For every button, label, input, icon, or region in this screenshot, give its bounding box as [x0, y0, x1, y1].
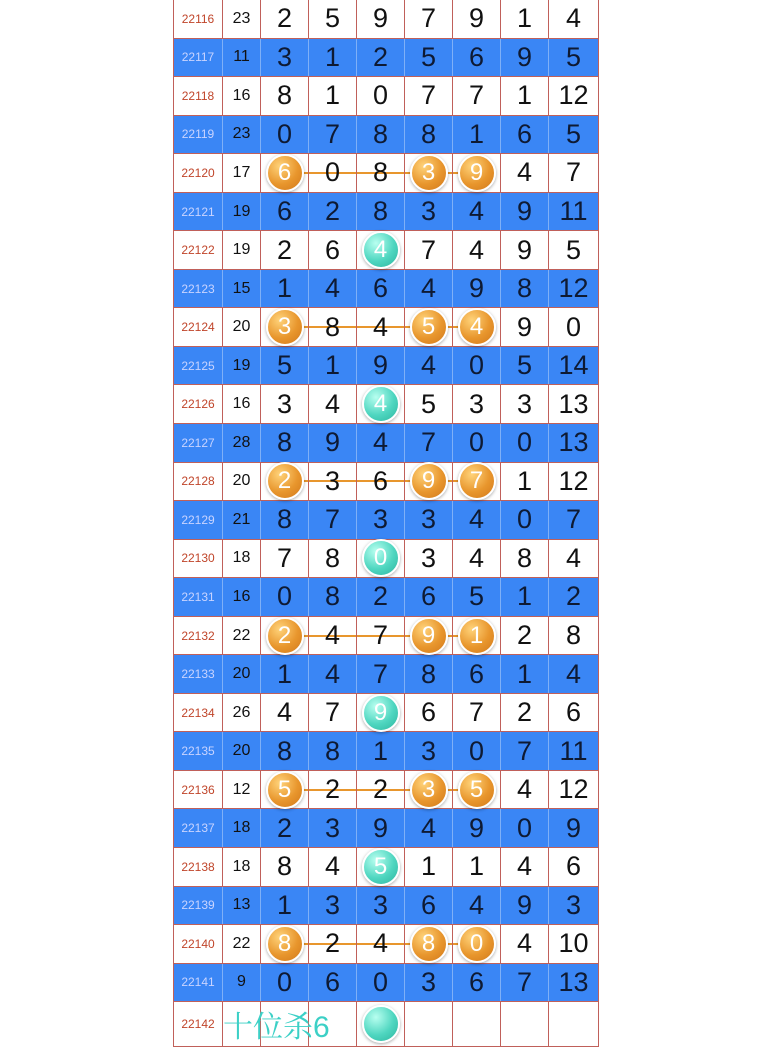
digit-cell: [261, 308, 309, 346]
digit-cell: 2: [501, 617, 549, 655]
digit-cell: [453, 617, 501, 655]
highlight-ball-orange: 0: [458, 925, 496, 963]
digit-cell: [357, 848, 405, 886]
digit-cell: 3: [357, 501, 405, 539]
digit-cell: 7: [405, 0, 453, 38]
issue-number: 22134: [174, 694, 223, 732]
digit-cell: 0: [357, 964, 405, 1002]
highlight-ball-orange: 9: [410, 462, 448, 500]
issue-number: 22132: [174, 617, 223, 655]
digit-cell: 9: [453, 809, 501, 847]
digit-cell: 0: [453, 424, 501, 462]
digit-cell: 0: [309, 154, 357, 192]
digit-cell: 12: [558, 273, 589, 304]
digit-cell: 6: [309, 964, 357, 1002]
digit-cell: 4: [501, 771, 549, 809]
highlight-ball-orange: 4: [458, 308, 496, 346]
sum-value: 20: [223, 732, 261, 770]
sum-value: 20: [223, 308, 261, 346]
digit-cell: 4: [357, 925, 405, 963]
issue-number: 22129: [174, 501, 223, 539]
digit-cell: 1: [405, 848, 453, 886]
issue-number: 22139: [174, 887, 223, 925]
digit-cell: 14: [558, 350, 589, 381]
issue-number: 22142: [174, 1002, 223, 1046]
digit-cell: [405, 308, 453, 346]
digit-cell: 2: [357, 578, 405, 616]
highlight-ball-orange: 5: [458, 771, 496, 809]
digit-cell: [357, 1002, 405, 1046]
highlight-ball-orange: 5: [266, 771, 304, 809]
sum-value: 19: [223, 193, 261, 231]
table-row: [174, 231, 598, 270]
digit-cell: 1: [261, 887, 309, 925]
sum-value: 26: [223, 694, 261, 732]
digit-cell: 3: [309, 887, 357, 925]
digit-cell: [357, 231, 405, 269]
digit-cell: 1: [309, 347, 357, 385]
digit-cell: 8: [357, 154, 405, 192]
table-row: [174, 501, 598, 540]
digit-cell: [549, 1002, 598, 1046]
digit-cell: 9: [453, 0, 501, 38]
digit-cell: 3: [261, 39, 309, 77]
digit-cell: 8: [501, 270, 549, 308]
table-row: [174, 116, 598, 155]
table-row: [174, 964, 598, 1003]
highlight-ball-teal: 4: [362, 385, 400, 423]
digit-cell: 3: [405, 540, 453, 578]
digit-cell: 2: [309, 925, 357, 963]
digit-cell: 8: [309, 732, 357, 770]
issue-number: 22138: [174, 848, 223, 886]
issue-number: 22121: [174, 193, 223, 231]
digit-cell: 2: [309, 771, 357, 809]
digit-cell: 13: [558, 427, 589, 458]
digit-cell: [453, 154, 501, 192]
digit-cell: 8: [405, 116, 453, 154]
highlight-ball-orange: 3: [410, 771, 448, 809]
digit-cell: 0: [453, 732, 501, 770]
table-row: [174, 154, 598, 193]
issue-number: 22136: [174, 771, 223, 809]
digit-cell: 12: [558, 774, 589, 805]
table-row: [174, 771, 598, 810]
highlight-ball-teal: 9: [362, 694, 400, 732]
lottery-history-table: [173, 0, 599, 1047]
digit-cell: 7: [405, 424, 453, 462]
digit-cell: 5: [405, 385, 453, 423]
digit-cell: [261, 154, 309, 192]
digit-cell: 3: [405, 193, 453, 231]
issue-number: 22125: [174, 347, 223, 385]
digit-cell: 7: [357, 655, 405, 693]
issue-number: 22133: [174, 655, 223, 693]
issue-number: 22117: [174, 39, 223, 77]
digit-cell: 7: [565, 504, 582, 535]
digit-cell: 3: [405, 501, 453, 539]
digit-cell: 1: [261, 655, 309, 693]
digit-cell: [405, 771, 453, 809]
digit-cell: 1: [501, 655, 549, 693]
digit-cell: 8: [357, 116, 405, 154]
digit-cell: 2: [261, 809, 309, 847]
digit-cell: 9: [501, 887, 549, 925]
table-row: [174, 193, 598, 232]
issue-number: 22126: [174, 385, 223, 423]
digit-cell: 2: [357, 771, 405, 809]
digit-cell: 2: [261, 231, 309, 269]
digit-cell: 4: [357, 424, 405, 462]
digit-cell: 0: [501, 501, 549, 539]
issue-number: 22131: [174, 578, 223, 616]
digit-cell: [405, 925, 453, 963]
digit-cell: 8: [261, 424, 309, 462]
digit-cell: 6: [565, 697, 582, 728]
digit-cell: 4: [309, 270, 357, 308]
digit-cell: 4: [565, 3, 582, 34]
sum-value: 16: [223, 385, 261, 423]
digit-cell: 7: [453, 694, 501, 732]
sum-value: 15: [223, 270, 261, 308]
table-row: [174, 424, 598, 463]
highlight-ball-orange: 9: [410, 617, 448, 655]
digit-cell: 8: [309, 578, 357, 616]
digit-cell: 7: [453, 77, 501, 115]
sum-value: 18: [223, 809, 261, 847]
highlight-ball-orange: 8: [266, 925, 304, 963]
digit-cell: 1: [357, 732, 405, 770]
digit-cell: 7: [309, 116, 357, 154]
digit-cell: 10: [558, 928, 589, 959]
issue-number: 22128: [174, 463, 223, 501]
highlight-ball-orange: 1: [458, 617, 496, 655]
digit-cell: 6: [357, 463, 405, 501]
digit-cell: 9: [357, 0, 405, 38]
digit-cell: 1: [309, 39, 357, 77]
issue-number: 22135: [174, 732, 223, 770]
digit-cell: 1: [501, 77, 549, 115]
digit-cell: 4: [357, 308, 405, 346]
digit-cell: 3: [309, 809, 357, 847]
digit-cell: 4: [405, 809, 453, 847]
digit-cell: 7: [501, 964, 549, 1002]
sum-value: 28: [223, 424, 261, 462]
sum-value: 22: [223, 925, 261, 963]
digit-cell: 8: [261, 732, 309, 770]
digit-cell: 4: [453, 193, 501, 231]
digit-cell: 2: [565, 581, 582, 612]
digit-cell: 12: [558, 80, 589, 111]
digit-cell: 2: [501, 694, 549, 732]
highlight-ball-orange: 2: [266, 462, 304, 500]
digit-cell: 7: [261, 540, 309, 578]
digit-cell: 3: [405, 964, 453, 1002]
issue-number: 22118: [174, 77, 223, 115]
table-row: [174, 308, 598, 347]
sum-value: 20: [223, 655, 261, 693]
digit-cell: 3: [261, 385, 309, 423]
digit-cell: [501, 1002, 549, 1046]
prediction-row: [174, 1002, 598, 1047]
digit-cell: 4: [309, 617, 357, 655]
highlight-ball-orange: 8: [410, 925, 448, 963]
highlight-ball-orange: 9: [458, 154, 496, 192]
digit-cell: 9: [501, 308, 549, 346]
digit-cell: 7: [405, 77, 453, 115]
sum-value: 11: [223, 39, 261, 77]
digit-cell: [453, 463, 501, 501]
highlight-ball-teal: 5: [362, 848, 400, 886]
highlight-ball-teal: 0: [362, 539, 400, 577]
digit-cell: [357, 540, 405, 578]
table-row: [174, 732, 598, 771]
sum-value: 12: [223, 771, 261, 809]
digit-cell: 1: [501, 578, 549, 616]
digit-cell: 9: [565, 812, 582, 843]
digit-cell: 9: [453, 270, 501, 308]
digit-cell: [405, 1002, 453, 1046]
digit-cell: 1: [453, 848, 501, 886]
digit-cell: 4: [309, 655, 357, 693]
digit-cell: 9: [501, 193, 549, 231]
digit-cell: 7: [309, 694, 357, 732]
issue-number: 22130: [174, 540, 223, 578]
digit-cell: 6: [501, 116, 549, 154]
digit-cell: 8: [501, 540, 549, 578]
highlight-ball-orange: 2: [266, 617, 304, 655]
sum-value: 19: [223, 347, 261, 385]
table-row: [174, 809, 598, 848]
digit-cell: 8: [357, 193, 405, 231]
digit-cell: 8: [261, 77, 309, 115]
highlight-ball-orange: 3: [266, 308, 304, 346]
table-row: [174, 848, 598, 887]
digit-cell: [261, 925, 309, 963]
digit-cell: 6: [453, 655, 501, 693]
digit-cell: [405, 617, 453, 655]
digit-cell: 2: [261, 0, 309, 38]
digit-cell: 12: [558, 465, 589, 496]
digit-cell: [357, 694, 405, 732]
digit-cell: [261, 771, 309, 809]
digit-cell: 0: [261, 964, 309, 1002]
digit-cell: 6: [453, 964, 501, 1002]
digit-cell: 7: [501, 732, 549, 770]
digit-cell: 4: [309, 848, 357, 886]
digit-cell: 13: [558, 388, 589, 419]
digit-cell: 7: [405, 231, 453, 269]
table-row: [174, 0, 598, 39]
sum-value: 19: [223, 231, 261, 269]
digit-cell: 1: [501, 0, 549, 38]
sum-value: 13: [223, 887, 261, 925]
digit-cell: [453, 771, 501, 809]
table-row: [174, 540, 598, 579]
digit-cell: 6: [405, 694, 453, 732]
table-row: [174, 270, 598, 309]
digit-cell: 1: [309, 77, 357, 115]
sum-value: 17: [223, 154, 261, 192]
kill-prediction-label: 十位杀6: [223, 1011, 330, 1045]
issue-number: 22122: [174, 231, 223, 269]
digit-cell: [453, 308, 501, 346]
table-row: [174, 463, 598, 502]
issue-number: 22120: [174, 154, 223, 192]
highlight-ball-orange: 3: [410, 154, 448, 192]
sum-value: 16: [223, 77, 261, 115]
sum-value: 23: [223, 0, 261, 38]
issue-number: 22116: [174, 0, 223, 38]
digit-cell: 5: [309, 0, 357, 38]
sum-value: 22: [223, 617, 261, 655]
digit-cell: [453, 925, 501, 963]
digit-cell: 5: [565, 234, 582, 265]
issue-number: 22141: [174, 964, 223, 1002]
highlight-ball-orange: 5: [410, 308, 448, 346]
digit-cell: 4: [309, 385, 357, 423]
digit-cell: 4: [565, 542, 582, 573]
issue-number: 22137: [174, 809, 223, 847]
highlight-ball-orange: 7: [458, 462, 496, 500]
table-row: [174, 694, 598, 733]
digit-cell: 5: [565, 41, 582, 72]
digit-cell: [405, 463, 453, 501]
digit-cell: 3: [309, 463, 357, 501]
table-row: [174, 39, 598, 78]
digit-cell: 2: [309, 193, 357, 231]
digit-cell: 7: [309, 501, 357, 539]
digit-cell: 4: [405, 347, 453, 385]
digit-cell: 8: [405, 655, 453, 693]
digit-cell: 0: [357, 77, 405, 115]
issue-number: 22119: [174, 116, 223, 154]
digit-cell: 0: [565, 311, 582, 342]
digit-cell: 8: [565, 620, 582, 651]
digit-cell: 11: [559, 196, 588, 226]
digit-cell: 13: [558, 966, 589, 997]
sum-value: 18: [223, 540, 261, 578]
digit-cell: 6: [405, 887, 453, 925]
issue-number: 22140: [174, 925, 223, 963]
digit-cell: 3: [565, 889, 582, 920]
sum-value: 9: [223, 964, 261, 1002]
table-row: [174, 925, 598, 964]
digit-cell: 5: [261, 347, 309, 385]
digit-cell: 5: [453, 578, 501, 616]
digit-cell: 4: [501, 848, 549, 886]
digit-cell: 5: [405, 39, 453, 77]
digit-cell: [261, 463, 309, 501]
digit-cell: 8: [261, 848, 309, 886]
digit-cell: 3: [501, 385, 549, 423]
digit-cell: 3: [453, 385, 501, 423]
sum-value: 16: [223, 578, 261, 616]
digit-cell: 4: [565, 658, 582, 689]
digit-cell: 11: [559, 735, 588, 766]
digit-cell: 8: [309, 540, 357, 578]
table-row: [174, 655, 598, 694]
digit-cell: 0: [261, 578, 309, 616]
sum-value: 23: [223, 116, 261, 154]
digit-cell: 9: [357, 347, 405, 385]
digit-cell: 9: [501, 231, 549, 269]
digit-cell: 4: [453, 540, 501, 578]
digit-cell: 0: [501, 809, 549, 847]
digit-cell: 9: [309, 424, 357, 462]
digit-cell: 6: [453, 39, 501, 77]
digit-cell: 6: [405, 578, 453, 616]
digit-cell: 4: [261, 694, 309, 732]
sum-value: 18: [223, 848, 261, 886]
highlight-ball-teal: 4: [362, 231, 400, 269]
digit-cell: 8: [261, 501, 309, 539]
digit-cell: [357, 385, 405, 423]
table-row: [174, 347, 598, 386]
digit-cell: 4: [501, 925, 549, 963]
digit-cell: 0: [261, 116, 309, 154]
digit-cell: 7: [565, 157, 582, 188]
highlight-ball-teal: [362, 1005, 400, 1043]
digit-cell: 3: [357, 887, 405, 925]
digit-cell: 5: [501, 347, 549, 385]
digit-cell: [405, 154, 453, 192]
digit-cell: [453, 1002, 501, 1046]
digit-cell: [261, 617, 309, 655]
digit-cell: 6: [309, 231, 357, 269]
digit-cell: 3: [405, 732, 453, 770]
table-row: [174, 77, 598, 116]
highlight-ball-orange: 6: [266, 154, 304, 192]
digit-cell: 5: [565, 118, 582, 149]
digit-cell: 1: [261, 270, 309, 308]
table-row: [174, 887, 598, 926]
digit-cell: 6: [565, 851, 582, 882]
digit-cell: 4: [453, 231, 501, 269]
digit-cell: 4: [405, 270, 453, 308]
table-row: [174, 385, 598, 424]
issue-number: 22127: [174, 424, 223, 462]
digit-cell: 1: [501, 463, 549, 501]
digit-cell: 7: [357, 617, 405, 655]
digit-cell: 4: [501, 154, 549, 192]
issue-number: 22123: [174, 270, 223, 308]
digit-cell: 4: [453, 501, 501, 539]
digit-cell: 0: [501, 424, 549, 462]
sum-value: 20: [223, 463, 261, 501]
digit-cell: 6: [357, 270, 405, 308]
digit-cell: 2: [357, 39, 405, 77]
digit-cell: 6: [261, 193, 309, 231]
digit-cell: 8: [309, 308, 357, 346]
digit-cell: 9: [357, 809, 405, 847]
table-row: [174, 617, 598, 656]
digit-cell: 4: [453, 887, 501, 925]
digit-cell: 0: [453, 347, 501, 385]
sum-value: 21: [223, 501, 261, 539]
table-row: [174, 578, 598, 617]
issue-number: 22124: [174, 308, 223, 346]
digit-cell: 1: [453, 116, 501, 154]
digit-cell: 9: [501, 39, 549, 77]
